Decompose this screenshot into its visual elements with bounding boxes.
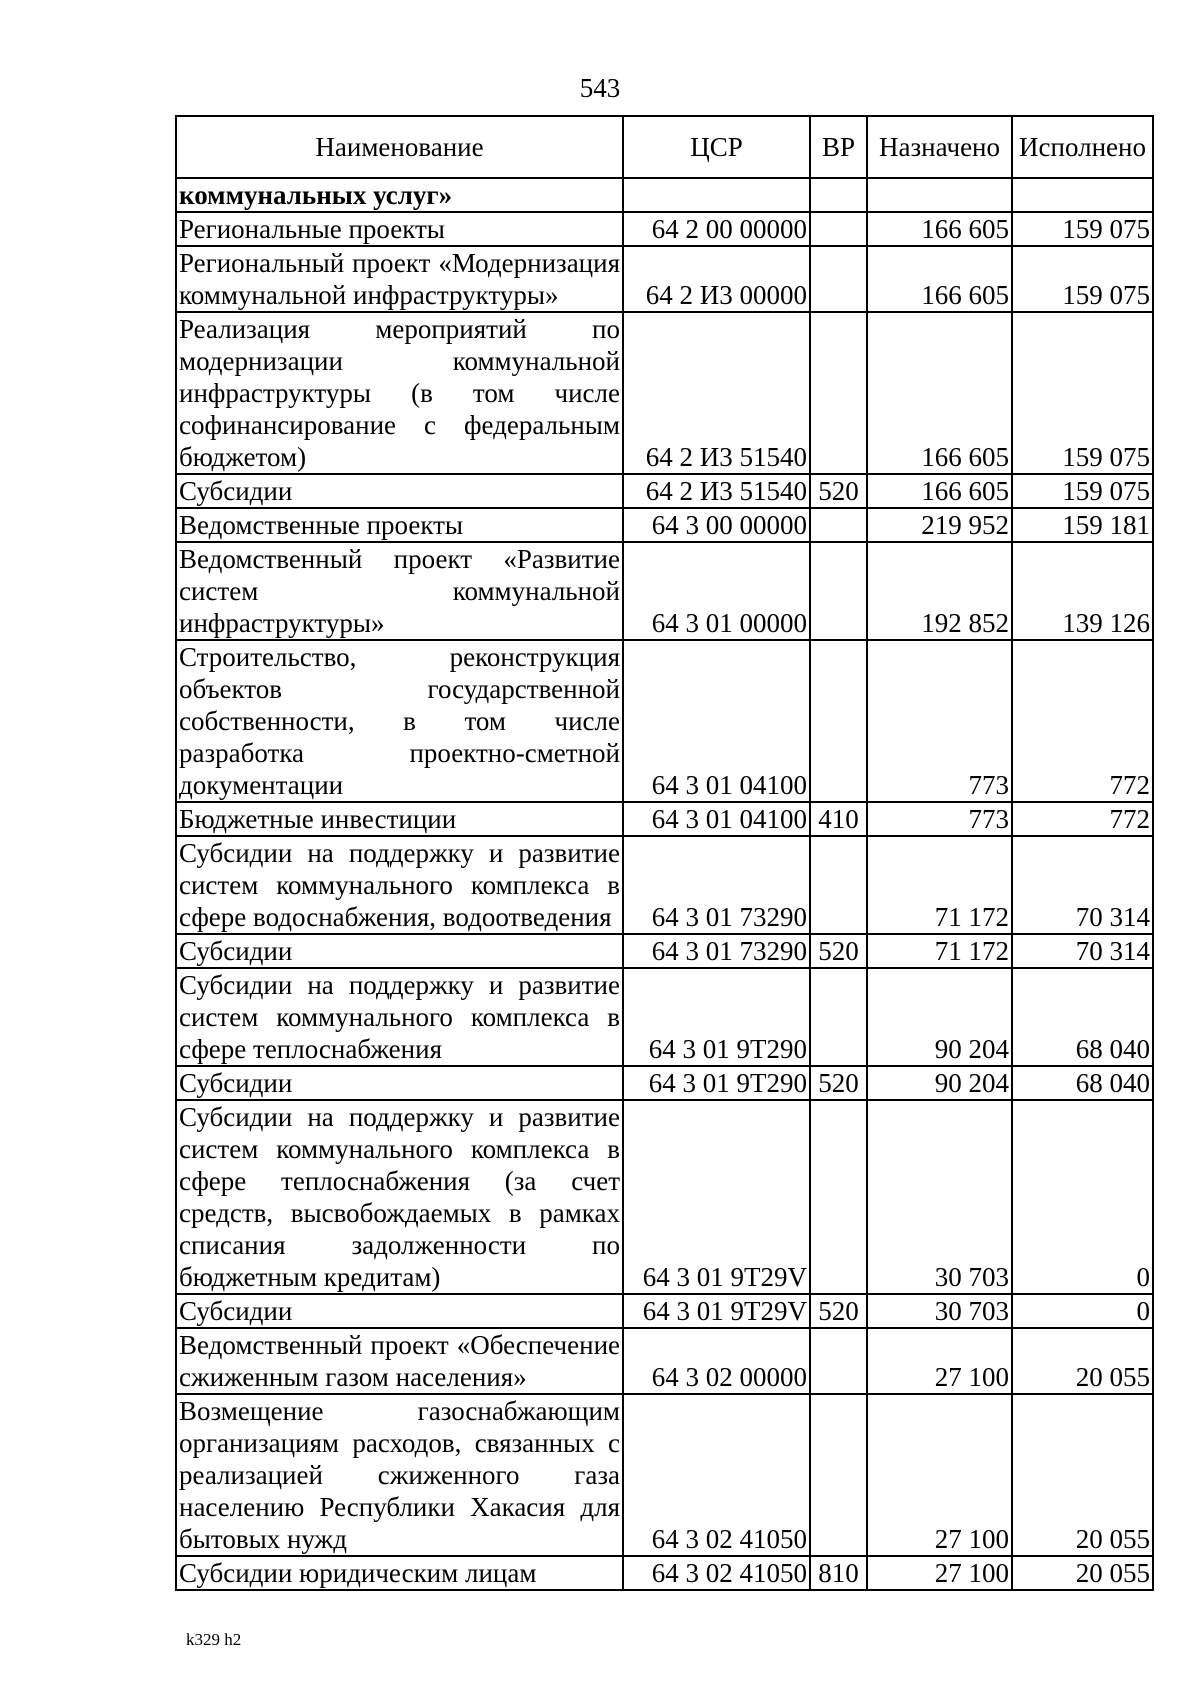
table-row [176, 1556, 1153, 1590]
row-executed-cell: 159 075 [1012, 312, 1153, 474]
row-name-cell: Субсидии [176, 934, 623, 968]
row-vr-cell: 520 [810, 1294, 867, 1328]
row-name-cell: Субсидии [176, 474, 623, 508]
budget-table [175, 115, 1154, 1591]
row-executed-cell: 20 055 [1012, 1556, 1153, 1590]
table-body [176, 178, 1153, 1590]
row-csr-cell: 64 3 02 41050 [623, 1394, 810, 1556]
row-name-cell: Субсидии на поддержку и развитие систем коммунального комплекса в сфере водоснабжения, водоотведения [176, 836, 623, 934]
header-name: Наименование [176, 116, 623, 178]
row-vr-cell [810, 1394, 867, 1556]
table-header-row [176, 116, 1153, 178]
row-planned-cell: 27 100 [867, 1556, 1012, 1590]
row-name-cell: Ведомственные проекты [176, 508, 623, 542]
row-name-cell: Возмещение газоснабжающим организациям расходов, связанных с реализацией сжиженного газа населению Республики Хакасия для бытовых нужд [176, 1394, 623, 1556]
table-row [176, 246, 1153, 312]
header-vr: ВР [810, 116, 867, 178]
row-planned-cell: 219 952 [867, 508, 1012, 542]
row-planned-cell: 71 172 [867, 934, 1012, 968]
row-name-cell: коммунальных услуг» [176, 178, 623, 212]
row-vr-cell [810, 968, 867, 1066]
table-row [176, 1394, 1153, 1556]
row-vr-cell [810, 508, 867, 542]
row-name-cell: Региональные проекты [176, 212, 623, 246]
row-csr-cell: 64 3 01 9Т290 [623, 1066, 810, 1100]
row-vr-cell [810, 836, 867, 934]
row-csr-cell: 64 2 И3 00000 [623, 246, 810, 312]
row-csr-cell: 64 3 00 00000 [623, 508, 810, 542]
row-executed-cell: 68 040 [1012, 968, 1153, 1066]
row-executed-cell: 139 126 [1012, 542, 1153, 640]
table-row [176, 1328, 1153, 1394]
row-planned-cell [867, 178, 1012, 212]
row-name-cell: Субсидии [176, 1066, 623, 1100]
row-vr-cell [810, 178, 867, 212]
row-name-cell: Реализация мероприятий по модернизации коммунальной инфраструктуры (в том числе софинансирование с федеральным бюджетом) [176, 312, 623, 474]
table-row [176, 1100, 1153, 1294]
table-row [176, 640, 1153, 802]
row-executed-cell: 159 075 [1012, 212, 1153, 246]
row-name-cell: Субсидии на поддержку и развитие систем коммунального комплекса в сфере теплоснабжения [176, 968, 623, 1066]
row-planned-cell: 27 100 [867, 1394, 1012, 1556]
row-vr-cell [810, 542, 867, 640]
row-executed-cell: 70 314 [1012, 934, 1153, 968]
row-executed-cell: 68 040 [1012, 1066, 1153, 1100]
table-row [176, 836, 1153, 934]
row-csr-cell: 64 3 01 73290 [623, 934, 810, 968]
page-number: 543 [579, 73, 621, 103]
row-name-cell: Региональный проект «Модернизация коммунальной инфраструктуры» [176, 246, 623, 312]
row-planned-cell: 27 100 [867, 1328, 1012, 1394]
table-row [176, 968, 1153, 1066]
row-executed-cell: 70 314 [1012, 836, 1153, 934]
row-planned-cell: 166 605 [867, 312, 1012, 474]
row-csr-cell: 64 3 01 73290 [623, 836, 810, 934]
row-executed-cell: 159 075 [1012, 246, 1153, 312]
row-planned-cell: 30 703 [867, 1100, 1012, 1294]
row-planned-cell: 773 [867, 802, 1012, 836]
row-csr-cell: 64 3 01 9Т29V [623, 1100, 810, 1294]
row-csr-cell: 64 3 02 00000 [623, 1328, 810, 1394]
row-executed-cell: 159 181 [1012, 508, 1153, 542]
row-executed-cell: 20 055 [1012, 1328, 1153, 1394]
row-vr-cell: 520 [810, 474, 867, 508]
row-executed-cell: 0 [1012, 1100, 1153, 1294]
table-row [176, 934, 1153, 968]
row-name-cell: Бюджетные инвестиции [176, 802, 623, 836]
row-csr-cell: 64 2 И3 51540 [623, 474, 810, 508]
row-csr-cell: 64 2 И3 51540 [623, 312, 810, 474]
row-vr-cell: 520 [810, 934, 867, 968]
row-planned-cell: 773 [867, 640, 1012, 802]
row-planned-cell: 71 172 [867, 836, 1012, 934]
row-executed-cell: 20 055 [1012, 1394, 1153, 1556]
row-csr-cell [623, 178, 810, 212]
row-name-cell: Субсидии на поддержку и развитие систем коммунального комплекса в сфере теплоснабжения (за счет средств, высвобождаемых в рамках списания задолженности по бюджетным кредитам) [176, 1100, 623, 1294]
row-planned-cell: 192 852 [867, 542, 1012, 640]
row-csr-cell: 64 3 01 9Т290 [623, 968, 810, 1066]
table-row [176, 312, 1153, 474]
table-row [176, 474, 1153, 508]
row-executed-cell: 159 075 [1012, 474, 1153, 508]
row-csr-cell: 64 3 01 04100 [623, 640, 810, 802]
row-executed-cell: 0 [1012, 1294, 1153, 1328]
row-name-cell: Ведомственный проект «Обеспечение сжиженным газом населения» [176, 1328, 623, 1394]
row-vr-cell [810, 312, 867, 474]
row-vr-cell: 520 [810, 1066, 867, 1100]
table-row [176, 542, 1153, 640]
row-planned-cell: 90 204 [867, 968, 1012, 1066]
row-name-cell: Ведомственный проект «Развитие систем коммунальной инфраструктуры» [176, 542, 623, 640]
table-row [176, 508, 1153, 542]
row-vr-cell: 810 [810, 1556, 867, 1590]
header-csr: ЦСР [623, 116, 810, 178]
row-vr-cell [810, 1328, 867, 1394]
row-name-cell: Субсидии [176, 1294, 623, 1328]
row-name-cell: Строительство, реконструкция объектов государственной собственности, в том числе разработка проектно-сметной документации [176, 640, 623, 802]
row-name-cell: Субсидии юридическим лицам [176, 1556, 623, 1590]
row-planned-cell: 166 605 [867, 246, 1012, 312]
row-vr-cell [810, 1100, 867, 1294]
row-planned-cell: 166 605 [867, 474, 1012, 508]
row-csr-cell: 64 3 01 00000 [623, 542, 810, 640]
table-row [176, 1294, 1153, 1328]
row-planned-cell: 166 605 [867, 212, 1012, 246]
table-row [176, 1066, 1153, 1100]
footer-code: k329 h2 [186, 1630, 242, 1649]
table-row [176, 212, 1153, 246]
row-csr-cell: 64 3 02 41050 [623, 1556, 810, 1590]
table-row [176, 178, 1153, 212]
row-vr-cell [810, 246, 867, 312]
header-executed: Исполнено [1012, 116, 1153, 178]
row-vr-cell: 410 [810, 802, 867, 836]
row-planned-cell: 30 703 [867, 1294, 1012, 1328]
row-csr-cell: 64 2 00 00000 [623, 212, 810, 246]
table-row [176, 802, 1153, 836]
row-vr-cell [810, 640, 867, 802]
row-vr-cell [810, 212, 867, 246]
header-planned: Назначено [867, 116, 1012, 178]
row-planned-cell: 90 204 [867, 1066, 1012, 1100]
row-executed-cell: 772 [1012, 802, 1153, 836]
row-csr-cell: 64 3 01 04100 [623, 802, 810, 836]
row-csr-cell: 64 3 01 9Т29V [623, 1294, 810, 1328]
row-executed-cell [1012, 178, 1153, 212]
row-executed-cell: 772 [1012, 640, 1153, 802]
